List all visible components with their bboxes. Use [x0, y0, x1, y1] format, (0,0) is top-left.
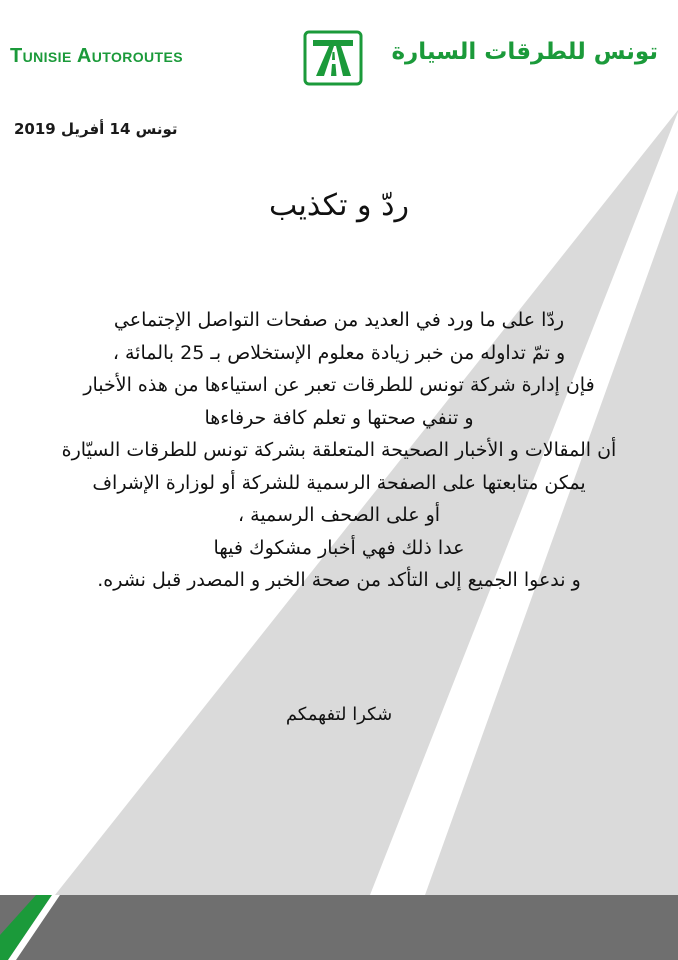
- document-date: تونس 14 أفريل 2019: [14, 120, 178, 138]
- document-body: [20, 304, 658, 597]
- letterhead: [0, 28, 678, 90]
- body-line: ردّا على ما ورد في العديد من صفحات التواصل الإجتماعي: [113, 309, 565, 331]
- body-line: و تمّ تداوله من خبر زيادة معلوم الإستخلاص بـ 25 بالمائة ،: [112, 341, 566, 364]
- body-line: و تنفي صحتها و تعلم كافة حرفاءها: [204, 406, 474, 429]
- road-dark-band: [0, 895, 678, 960]
- document-title: ردّ و تكذيب: [269, 188, 409, 223]
- body-line: يمكن متابعتها على الصفحة الرسمية للشركة أو لوزارة الإشراف: [92, 471, 586, 494]
- body-line: و ندعوا الجميع إلى التأكد من صحة الخبر و المصدر قبل نشره.: [97, 569, 581, 591]
- body-line: فإن إدارة شركة تونس للطرقات تعبر عن استياءها من هذه الأخبار: [83, 374, 595, 396]
- body-line: أو على الصحف الرسمية ،: [237, 504, 441, 526]
- body-line: عدا ذلك فهي أخبار مشكوك فيها: [213, 536, 465, 559]
- brand-name-arabic: تونس للطرقات السيارة: [391, 39, 658, 65]
- closing-thanks: شكرا لتفهمكم: [285, 704, 393, 725]
- highway-logo-icon: [303, 30, 363, 86]
- body-line: أن المقالات و الأخبار الصحيحة المتعلقة بشركة تونس للطرقات السيّارة: [61, 439, 617, 461]
- brand-name-latin: Tunisie Autoroutes: [10, 45, 183, 67]
